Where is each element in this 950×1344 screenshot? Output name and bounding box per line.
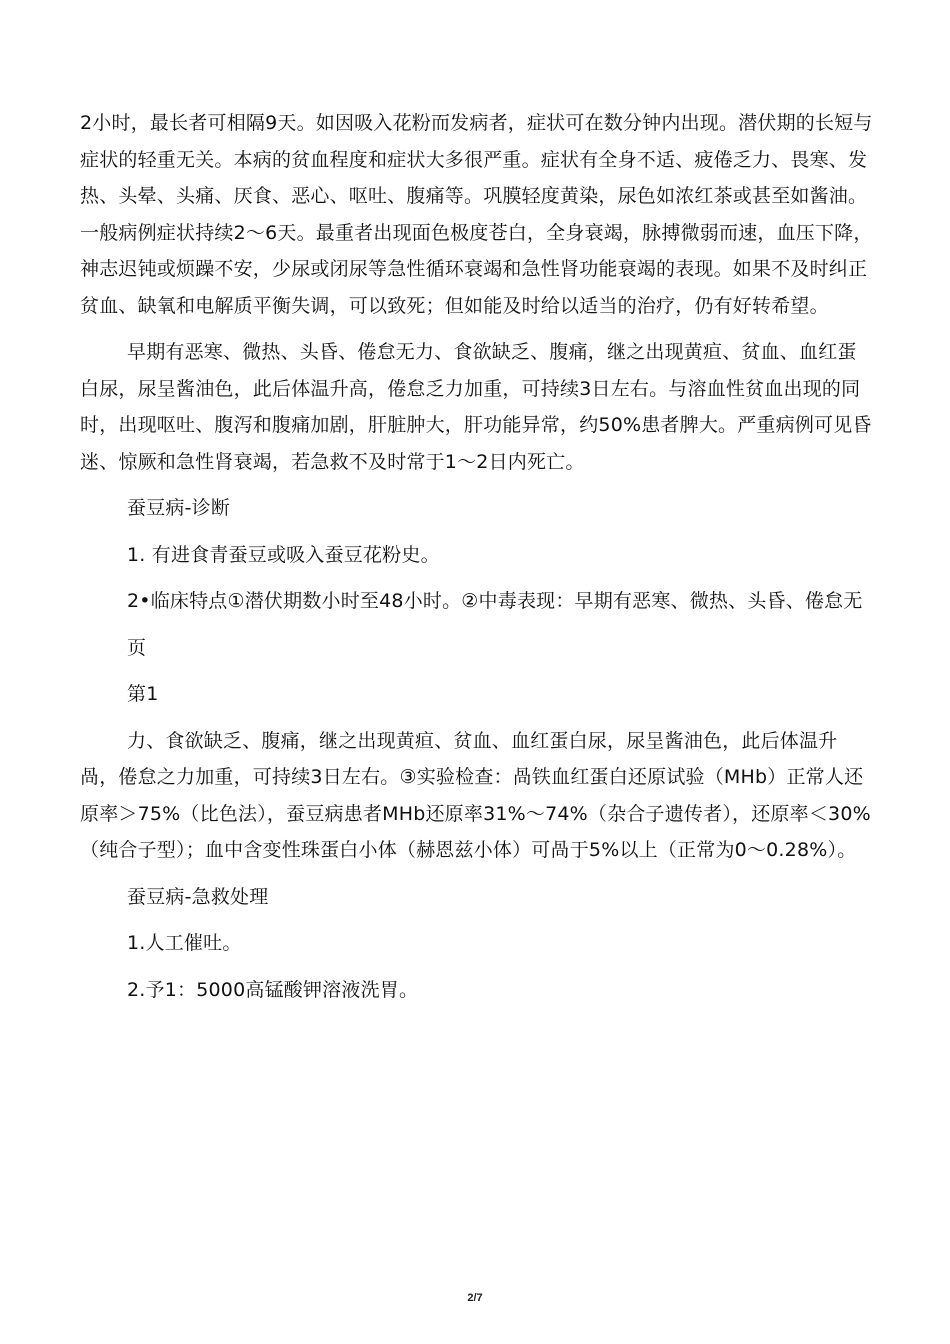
- paragraph-symptoms-continued: 2小时，最长者可相隔9天。如因吸入花粉而发病者，症状可在数分钟内出现。潜伏期的长短与症状的轻重无关。本病的贫血程度和症状大多很严重。症状有全身不适、疲倦乏力、畏寒、发热、头晕、头痛、厌食、恶心、呕吐、腹痛等。巩膜轻度黄染，尿色如浓红茶或甚至如酱油。一般病例症状持续2〜6天。最重者出现面色极度苍白，全身衰竭，脉搏微弱而速，血压下降，神志迟钝或烦躁不安，少尿或闭尿等急性循环衰竭和急性肾功能衰竭的表现。如果不及时纠正贫血、缺氧和电解质平衡失调，可以致死；但如能及时给以适当的治疗，仍有好转希望。: [80, 112, 873, 317]
- diagnosis-item-1: 1. 有进食青蚕豆或吸入蚕豆花粉史。: [127, 543, 440, 566]
- diagnosis-item-2: 2•临床特点①潜伏期数小时至48小时。②中毒表现：早期有恶寒、微热、头昏、倦怠无: [127, 590, 863, 612]
- heading-diagnosis: 蚕豆病-诊断: [127, 497, 231, 519]
- treatment-item-2: 2.予1：5000高锰酸钾溶液洗胃。: [127, 978, 419, 1001]
- page-number-footer: 2/7: [467, 1292, 483, 1304]
- paragraph-lab-tests: 力、食欲缺乏、腹痛，继之出现黄疸、贫血、血红蛋白尿，尿呈酱油色，此后体温升咼，倦怠之力加重，可持续3日左右。③实验检查：咼铁血红蛋白还原试验（MHb）正常人还原率＞75%（比色法），蚕豆病患者MHb还原率31%〜74%（杂合子遗传者），还原率＜30%（纯合子型）；血中含变性珠蛋白小体（赫恩兹小体）可咼于5%以上（正常为0〜0.28%）。: [80, 729, 871, 861]
- heading-emergency-treatment: 蚕豆病-急救处理: [127, 885, 269, 908]
- paragraph-early-symptoms: 早期有恶寒、微热、头昏、倦怠无力、食欲缺乏、腹痛，继之出现黄疸、贫血、血红蛋白尿，尿呈酱油色，此后体温升高，倦怠乏力加重，可持续3日左右。与溶血性贫血出现的同时，出现呕吐、腹泻和腹痛加剧，肝脏肿大，肝功能异常，约50%患者脾大。严重病例可见昏迷、惊厥和急性肾衰竭，若急救不及时常于1〜2日内死亡。: [80, 341, 872, 473]
- treatment-item-1: 1.人工催吐。: [127, 932, 242, 954]
- page-break-label-number: 第1: [127, 683, 159, 705]
- page-break-label-page: 页: [127, 636, 147, 659]
- document-body: [80, 105, 875, 1008]
